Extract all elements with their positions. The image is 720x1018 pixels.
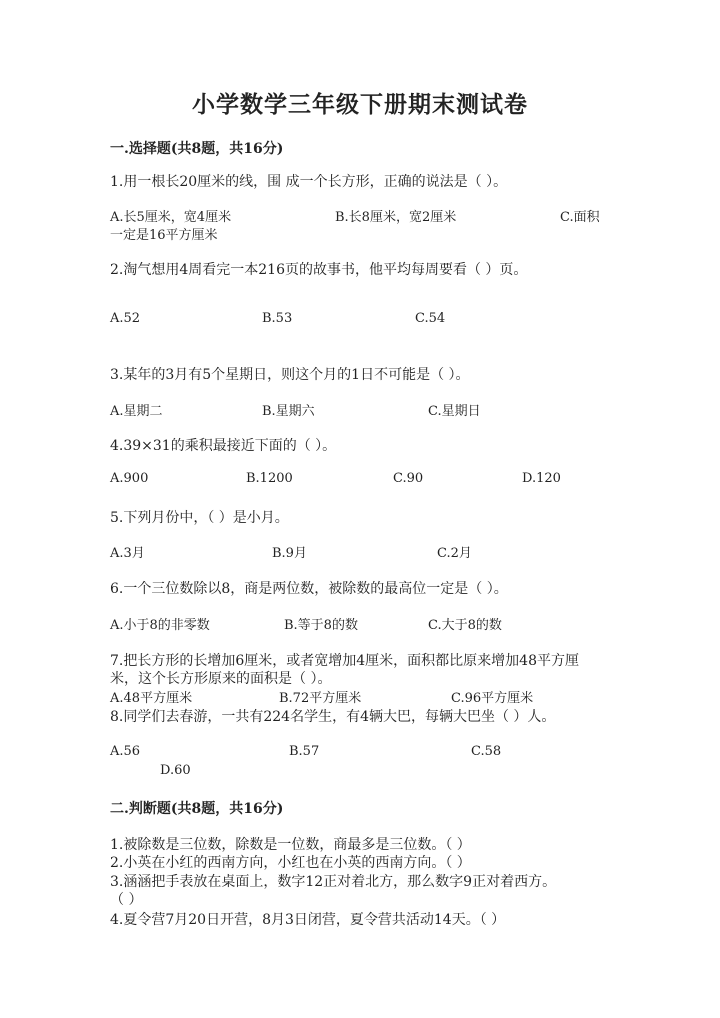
option-c: C.大于8的数 [428,618,502,633]
option-a: A.52 [110,311,141,326]
option-b: B.等于8的数 [284,618,358,633]
question-text: 5.下列月份中，（ ）是小月。 [110,510,289,526]
option-a: A.900 [110,471,149,486]
option-d: D.60 [160,763,191,778]
question-text: 1.用一根长20厘米的线，围 成一个长方形，正确的说法是（ ）。 [110,174,508,190]
option-a: A.3月 [110,546,145,561]
option-c: C.58 [471,744,502,759]
section-heading-choice: 一.选择题(共8题，共16分) [110,141,284,157]
option-b: B.1200 [246,471,293,486]
judgement-item: 4.夏令营7月20日开营，8月3日闭营，夏令营共活动14天。（ ） [110,912,506,928]
judgement-item: 2.小英在小红的西南方向，小红也在小英的西南方向。（ ） [110,855,471,871]
option-b: B.72平方厘米 [279,691,362,706]
question-text: 3.某年的3月有5个星期日，则这个月的1日不可能是（ ）。 [110,367,470,383]
question-continuation: 一定是16平方厘米 [110,228,218,243]
option-b: B.53 [262,311,293,326]
option-a: A.星期二 [110,404,163,419]
option-c: C.90 [393,471,424,486]
page-title: 小学数学三年级下册期末测试卷 [192,91,528,118]
question-continuation: 米，这个长方形原来的面积是（ ）。 [110,671,332,687]
question-text: 2.淘气想用4周看完一本216页的故事书，他平均每周要看（ ）页。 [110,262,528,278]
option-c: C.2月 [437,546,472,561]
option-c: C.面积 [560,210,600,225]
option-a: A.56 [110,744,141,759]
option-b: B.长8厘米，宽2厘米 [335,210,457,225]
option-c: C.54 [415,311,446,326]
option-c: C.星期日 [428,404,481,419]
question-text: 4.39×31的乘积最接近下面的（ ）。 [110,438,337,454]
section-heading-judgement: 二.判断题(共8题，共16分) [110,801,284,817]
option-c: C.96平方厘米 [451,691,534,706]
option-a: A.48平方厘米 [110,691,193,706]
question-text: 8.同学们去春游，一共有224名学生，有4辆大巴，每辆大巴坐（ ）人。 [110,709,556,725]
judgement-item: 1.被除数是三位数，除数是一位数，商最多是三位数。（ ） [110,837,471,853]
option-b: B.9月 [272,546,307,561]
judgement-continuation: （ ） [110,892,143,908]
option-b: B.57 [289,744,320,759]
judgement-item: 3.涵涵把手表放在桌面上，数字12正对着北方，那么数字9正对着西方。 [110,874,557,890]
option-d: D.120 [522,471,561,486]
option-a: A.小于8的非零数 [110,618,210,633]
option-a: A.长5厘米，宽4厘米 [110,210,232,225]
question-text: 6.一个三位数除以8，商是两位数，被除数的最高位一定是（ ）。 [110,581,508,597]
option-b: B.星期六 [262,404,315,419]
question-text: 7.把长方形的长增加6厘米，或者宽增加4厘米，面积都比原来增加48平方厘 [110,653,579,669]
